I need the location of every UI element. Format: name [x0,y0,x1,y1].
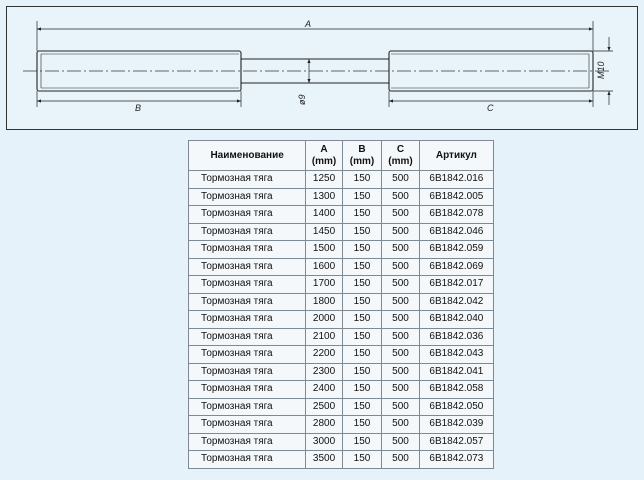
table-row [189,258,494,276]
cell-a: 2500 [306,398,343,416]
cell-name: Тормозная тяга [189,328,306,346]
table-row [189,433,494,451]
cell-b: 150 [342,311,381,329]
cell-article: 6B1842.041 [419,363,493,381]
table-row [189,223,494,241]
cell-name: Тормозная тяга [189,293,306,311]
cell-article: 6B1842.078 [419,206,493,224]
cell-a: 1700 [306,276,343,294]
cell-b: 150 [342,258,381,276]
header-a-letter: A [320,143,328,155]
cell-c: 500 [382,293,420,311]
table-row [189,346,494,364]
cell-c: 500 [382,276,420,294]
cell-name: Тормозная тяга [189,416,306,434]
table-header-row [189,141,494,171]
cell-name: Тормозная тяга [189,258,306,276]
cell-article: 6B1842.036 [419,328,493,346]
cell-b: 150 [342,398,381,416]
cell-name: Тормозная тяга [189,381,306,399]
cell-a: 2300 [306,363,343,381]
cell-b: 150 [342,328,381,346]
rod-drawing [7,7,639,131]
cell-name: Тормозная тяга [189,346,306,364]
cell-article: 6B1842.042 [419,293,493,311]
cell-b: 150 [342,171,381,189]
cell-a: 1800 [306,293,343,311]
cell-c: 500 [382,171,420,189]
cell-a: 1450 [306,223,343,241]
cell-article: 6B1842.073 [419,451,493,469]
cell-c: 500 [382,363,420,381]
cell-name: Тормозная тяга [189,241,306,259]
cell-a: 1400 [306,206,343,224]
cell-c: 500 [382,258,420,276]
cell-b: 150 [342,416,381,434]
table-row [189,311,494,329]
cell-b: 150 [342,241,381,259]
table-row [189,328,494,346]
cell-c: 500 [382,188,420,206]
cell-c: 500 [382,381,420,399]
table-row [189,188,494,206]
table-row [189,171,494,189]
header-c [382,141,420,171]
cell-c: 500 [382,206,420,224]
cell-c: 500 [382,451,420,469]
header-a-unit: (mm) [311,155,337,167]
cell-a: 2100 [306,328,343,346]
cell-c: 500 [382,223,420,241]
table-row [189,398,494,416]
table-row [189,416,494,434]
cell-b: 150 [342,293,381,311]
cell-name: Тормозная тяга [189,276,306,294]
cell-b: 150 [342,223,381,241]
header-c-unit: (mm) [388,155,413,167]
cell-b: 150 [342,381,381,399]
cell-name: Тормозная тяга [189,223,306,241]
cell-name: Тормозная тяга [189,363,306,381]
dim-b-label: B [135,103,142,113]
cell-c: 500 [382,433,420,451]
cell-b: 150 [342,363,381,381]
header-b [342,141,381,171]
header-a [306,141,343,171]
cell-name: Тормозная тяга [189,206,306,224]
cell-c: 500 [382,416,420,434]
cell-b: 150 [342,433,381,451]
cell-article: 6B1842.050 [419,398,493,416]
cell-name: Тормозная тяга [189,311,306,329]
dimension-a [37,21,593,51]
cell-article: 6B1842.046 [419,223,493,241]
spec-table [188,140,494,469]
dim-c-label: C [487,103,494,113]
table-row [189,363,494,381]
dim-a-label: A [305,19,312,29]
cell-a: 2400 [306,381,343,399]
cell-article: 6B1842.017 [419,276,493,294]
table-row [189,293,494,311]
cell-a: 2200 [306,346,343,364]
cell-article: 6B1842.016 [419,171,493,189]
cell-a: 2000 [306,311,343,329]
cell-c: 500 [382,311,420,329]
cell-article: 6B1842.057 [419,433,493,451]
cell-c: 500 [382,328,420,346]
header-b-unit: (mm) [349,155,375,167]
cell-a: 1500 [306,241,343,259]
cell-a: 1250 [306,171,343,189]
cell-name: Тормозная тяга [189,451,306,469]
cell-a: 1600 [306,258,343,276]
table-row [189,381,494,399]
table-row [189,206,494,224]
cell-name: Тормозная тяга [189,398,306,416]
cell-a: 3000 [306,433,343,451]
cell-c: 500 [382,398,420,416]
cell-article: 6B1842.069 [419,258,493,276]
table-row [189,451,494,469]
cell-b: 150 [342,451,381,469]
cell-article: 6B1842.005 [419,188,493,206]
header-article: Артикул [419,141,493,171]
cell-article: 6B1842.059 [419,241,493,259]
cell-name: Тормозная тяга [189,171,306,189]
technical-drawing [6,6,638,130]
dim-thread-label: M10 [596,61,606,79]
cell-b: 150 [342,346,381,364]
cell-name: Тормозная тяга [189,188,306,206]
cell-article: 6B1842.040 [419,311,493,329]
cell-c: 500 [382,241,420,259]
header-name: Наименование [189,141,306,171]
table-row [189,276,494,294]
cell-b: 150 [342,188,381,206]
cell-article: 6B1842.058 [419,381,493,399]
dim-diameter-label: ø9 [297,94,307,105]
header-c-letter: C [396,143,405,155]
cell-a: 3500 [306,451,343,469]
table-body [189,171,494,469]
cell-name: Тормозная тяга [189,433,306,451]
cell-b: 150 [342,206,381,224]
header-b-letter: B [358,143,366,155]
cell-c: 500 [382,346,420,364]
cell-article: 6B1842.039 [419,416,493,434]
cell-article: 6B1842.043 [419,346,493,364]
cell-b: 150 [342,276,381,294]
cell-a: 1300 [306,188,343,206]
cell-a: 2800 [306,416,343,434]
table-row [189,241,494,259]
